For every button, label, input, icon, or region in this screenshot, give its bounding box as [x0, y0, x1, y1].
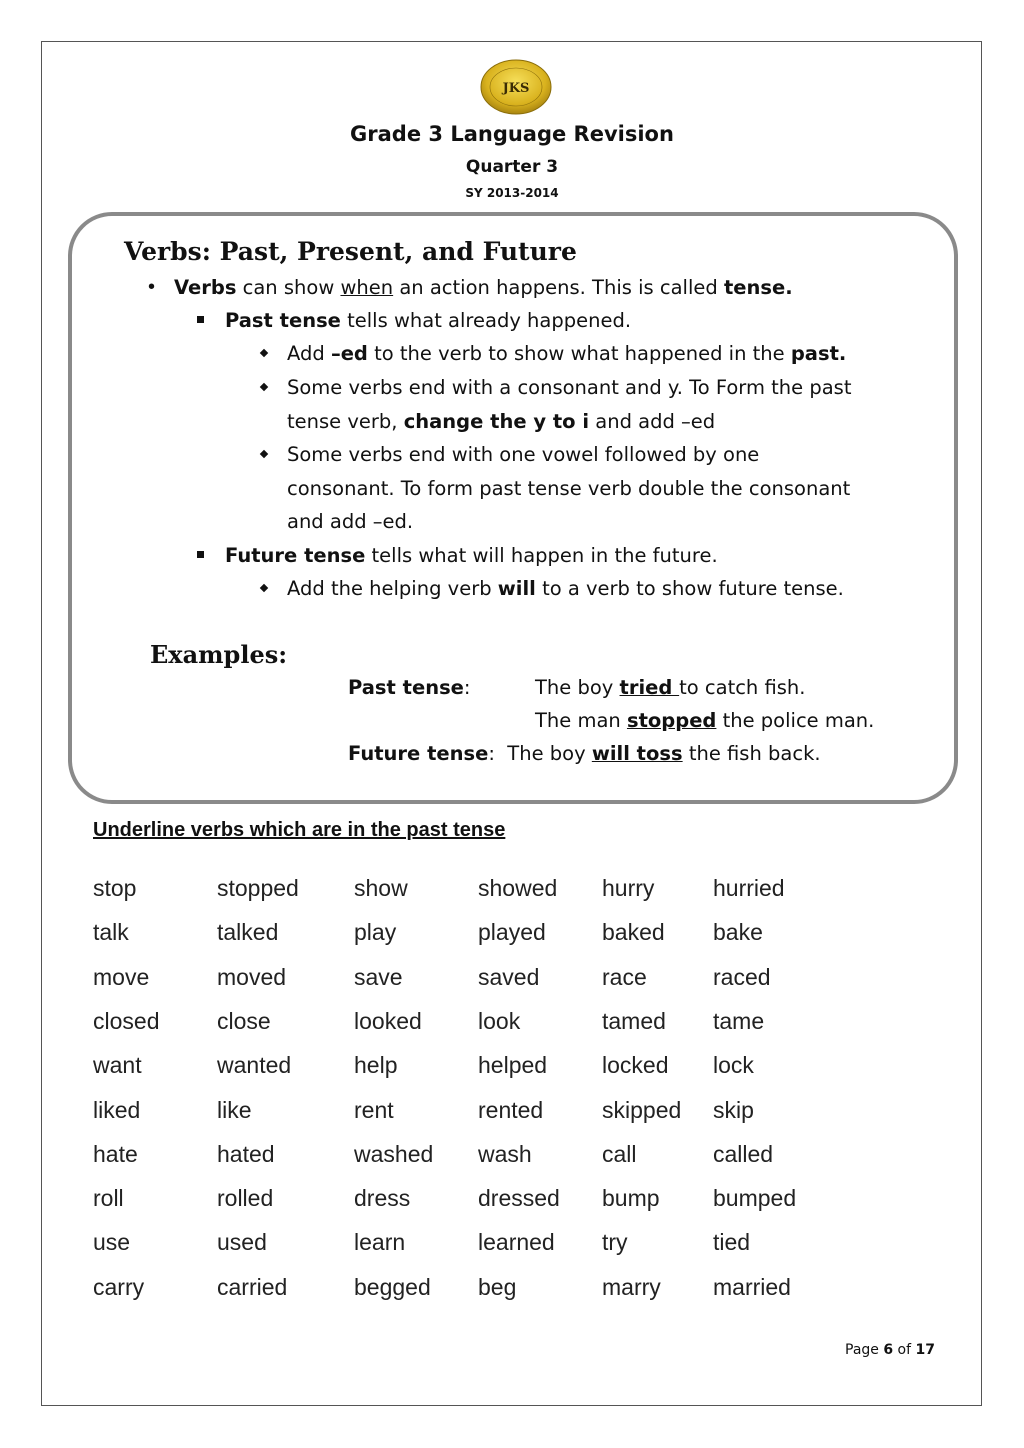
word-item[interactable]: carry: [93, 1273, 145, 1300]
examples-heading: Examples:: [150, 640, 288, 669]
word-item[interactable]: helped: [478, 1052, 548, 1079]
word-item[interactable]: wanted: [217, 1052, 292, 1079]
word-item[interactable]: bake: [713, 919, 763, 946]
word-item[interactable]: move: [93, 963, 150, 990]
word-item[interactable]: save: [354, 963, 403, 990]
word-item[interactable]: marry: [602, 1273, 661, 1300]
word-item[interactable]: bumped: [713, 1185, 797, 1212]
word-item[interactable]: closed: [93, 1007, 160, 1034]
word-item[interactable]: bump: [602, 1185, 660, 1212]
lesson-title: Verbs: Past, Present, and Future: [124, 237, 577, 266]
word-item[interactable]: carried: [217, 1273, 288, 1300]
word-item[interactable]: moved: [217, 963, 287, 990]
word-item[interactable]: call: [602, 1140, 637, 1167]
future-tense-rule: Future tense tells what will happen in the future.: [225, 544, 718, 567]
past-rule-double-line2: consonant. To form past tense verb double the consonant: [287, 477, 851, 500]
past-example-1: The boy tried to catch fish.: [535, 676, 806, 699]
school-logo: [479, 59, 553, 115]
word-item[interactable]: skip: [713, 1096, 754, 1123]
page-title: Grade 3 Language Revision: [350, 122, 674, 146]
word-item[interactable]: hurried: [713, 875, 785, 901]
word-item[interactable]: beg: [478, 1273, 517, 1300]
word-item[interactable]: try: [602, 1229, 628, 1256]
square-bullet-icon: [197, 316, 204, 323]
word-item[interactable]: rent: [354, 1096, 394, 1123]
word-item[interactable]: looked: [354, 1007, 422, 1034]
past-rule-ed: Add –ed to the verb to show what happened in the past.: [287, 342, 847, 365]
round-bullet-icon: •: [148, 276, 156, 298]
word-item[interactable]: played: [478, 919, 546, 946]
word-item[interactable]: learn: [354, 1229, 406, 1256]
word-item[interactable]: rolled: [217, 1185, 274, 1212]
page-number: Page 6 of 17: [845, 1342, 935, 1358]
word-item[interactable]: use: [93, 1229, 131, 1256]
word-item[interactable]: called: [713, 1140, 774, 1167]
past-example-2: The man stopped the police man.: [535, 709, 875, 732]
word-item[interactable]: used: [217, 1229, 267, 1256]
word-item[interactable]: baked: [602, 919, 665, 946]
word-item[interactable]: saved: [478, 963, 540, 990]
word-item[interactable]: roll: [93, 1185, 124, 1212]
word-item[interactable]: race: [602, 963, 647, 990]
word-item[interactable]: hate: [93, 1140, 138, 1167]
quarter-label: Quarter 3: [465, 157, 559, 177]
word-item[interactable]: hated: [217, 1140, 275, 1167]
word-item[interactable]: liked: [93, 1096, 141, 1123]
word-item[interactable]: rented: [478, 1096, 544, 1123]
future-rule-will: Add the helping verb will to a verb to show future tense.: [287, 577, 844, 600]
past-rule-double-line1: Some verbs end with one vowel followed by one: [287, 443, 760, 466]
past-tense-label: Past tense:: [348, 676, 471, 699]
word-item[interactable]: stopped: [217, 875, 299, 901]
word-item[interactable]: stop: [93, 875, 137, 901]
exercise-instruction: Underline verbs which are in the past tense: [93, 819, 506, 841]
word-item[interactable]: skipped: [602, 1096, 682, 1123]
word-item[interactable]: washed: [354, 1140, 434, 1167]
word-item[interactable]: show: [354, 875, 408, 901]
square-bullet-icon: [197, 551, 204, 558]
word-item[interactable]: dressed: [478, 1185, 560, 1212]
word-item[interactable]: like: [217, 1096, 252, 1123]
word-item[interactable]: learned: [478, 1229, 555, 1256]
word-item[interactable]: dress: [354, 1185, 411, 1212]
word-item[interactable]: look: [478, 1007, 521, 1034]
word-item[interactable]: locked: [602, 1052, 669, 1079]
word-item[interactable]: raced: [713, 963, 771, 990]
school-year: SY 2013-2014: [465, 186, 559, 200]
word-item[interactable]: want: [93, 1052, 142, 1079]
word-item[interactable]: play: [354, 919, 397, 946]
word-item[interactable]: married: [713, 1273, 791, 1300]
future-example: Future tense: The boy will toss the fish back.: [348, 742, 821, 765]
verbs-definition: Verbs can show when an action happens. This is called tense.: [174, 276, 793, 299]
word-item[interactable]: hurry: [602, 875, 655, 901]
word-item[interactable]: tame: [713, 1007, 765, 1034]
logo-text: JKS: [502, 81, 530, 96]
past-rule-y-line2: tense verb, change the y to i and add –ed: [287, 410, 716, 433]
word-item[interactable]: wash: [478, 1140, 532, 1167]
word-item[interactable]: help: [354, 1052, 398, 1079]
past-rule-y-line1: Some verbs end with a consonant and y. To Form the past: [287, 376, 852, 399]
word-item[interactable]: close: [217, 1007, 271, 1034]
word-item[interactable]: tied: [713, 1229, 751, 1256]
word-item[interactable]: talked: [217, 919, 279, 946]
word-item[interactable]: tamed: [602, 1007, 666, 1034]
word-item[interactable]: begged: [354, 1273, 431, 1300]
past-tense-rule: Past tense tells what already happened.: [225, 309, 632, 332]
past-rule-double-line3: and add –ed.: [287, 510, 414, 533]
word-item[interactable]: lock: [713, 1052, 754, 1079]
word-item[interactable]: talk: [93, 919, 129, 946]
word-item[interactable]: showed: [478, 875, 558, 901]
